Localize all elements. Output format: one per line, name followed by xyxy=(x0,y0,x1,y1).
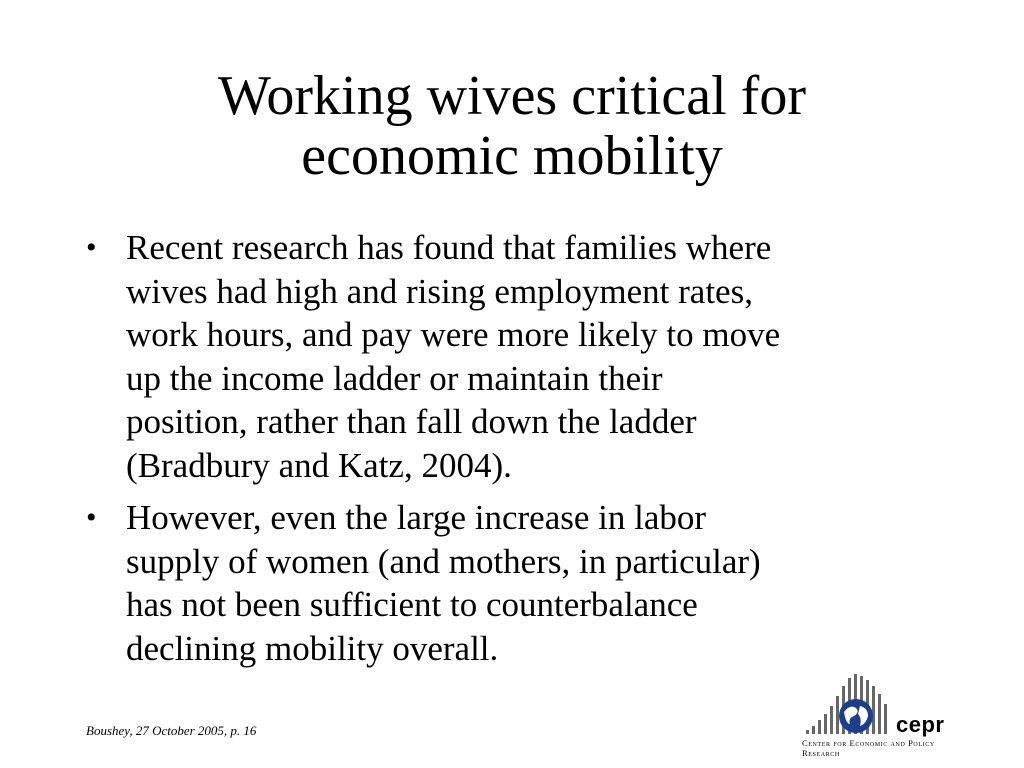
logo-bar xyxy=(812,726,815,734)
logo-caption: Center for Economic and Policy Research xyxy=(802,738,935,758)
title-line-2: economic mobility xyxy=(301,125,723,187)
bullet-text-line: has not been sufficient to counterbalance xyxy=(126,585,698,624)
bullet-text-line: work hours, and pay were more likely to move xyxy=(126,315,781,354)
logo-bar xyxy=(824,714,827,734)
bullet-dot-icon: • xyxy=(86,231,97,264)
bullet-text-line: supply of women (and mothers, in particular) xyxy=(126,541,761,581)
bullet-list xyxy=(86,226,966,679)
bullet-text-line: Recent research has found that families where xyxy=(126,228,772,267)
bullet-text-line: declining mobility overall. xyxy=(126,628,499,668)
logo-bar xyxy=(830,706,833,734)
bullet-text-line: position, rather than fall down the ladder xyxy=(126,402,697,441)
bullet-item xyxy=(86,496,966,670)
logo-bar xyxy=(884,704,887,734)
bullet-text-line: wives had high and rising employment rates, xyxy=(126,271,753,311)
logo-bar xyxy=(836,696,839,734)
bullet-text-line: up the income ladder or maintain their xyxy=(126,358,663,398)
bullet-item xyxy=(86,226,966,487)
logo-wordmark: cepr xyxy=(896,712,945,737)
slide-title xyxy=(0,66,1024,186)
logo-bar xyxy=(872,686,875,734)
bullet-dot-icon: • xyxy=(86,501,97,534)
logo-bar xyxy=(806,730,809,734)
bullet-text-line: (Bradbury and Katz, 2004). xyxy=(126,445,512,485)
footer-citation: Boushey, 27 October 2005, p. 16 xyxy=(86,723,257,738)
title-line-1: Working wives critical for xyxy=(218,65,806,127)
bullet-text-line: However, even the large increase in labor xyxy=(126,498,707,537)
logo-bar xyxy=(818,720,821,734)
logo-bar xyxy=(878,694,881,734)
